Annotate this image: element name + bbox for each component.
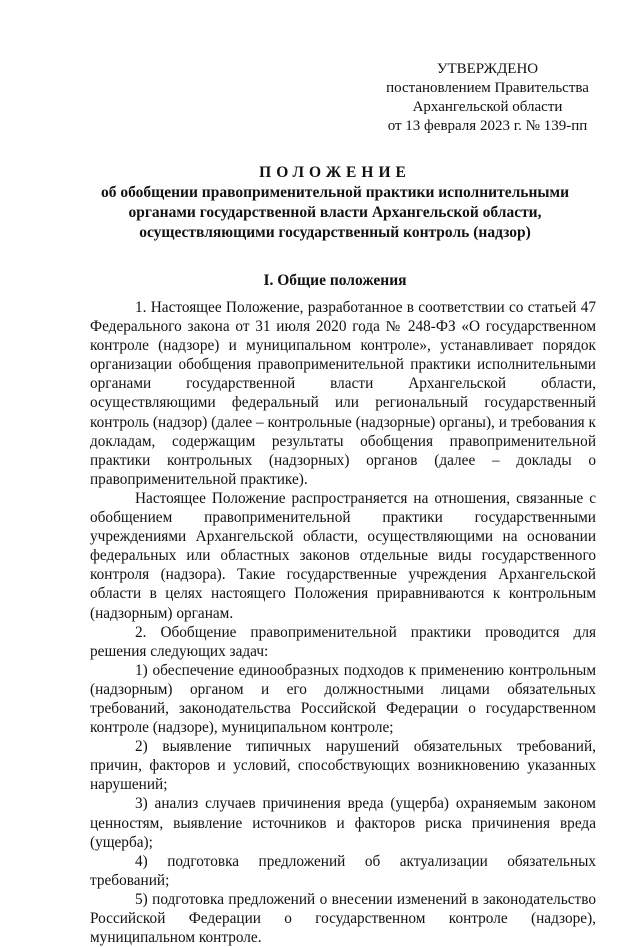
document-title <box>70 163 600 243</box>
title-line-3: осуществляющими государственный контроль (надзор) <box>139 224 531 241</box>
paragraph: 2) выявление типичных нарушений обязательных требований, причин, факторов и условий, способствующих возникновению указанных нарушений; <box>90 738 596 794</box>
document-body <box>90 298 596 947</box>
paragraph: 5) подготовка предложений о внесении изменений в законодательство Российской Федерации о государственном контроле (надзоре), муниципальном контроле. <box>90 890 596 947</box>
title-line-2: органами государственной власти Архангельской области, <box>128 204 542 221</box>
paragraph: 4) подготовка предложений об актуализации обязательных требований; <box>90 852 596 889</box>
approval-line-2: постановлением Правительства <box>386 80 589 96</box>
title-line-1: об обобщении правоприменительной практики исполнительными <box>100 184 570 201</box>
paragraph: 1. Настоящее Положение, разработанное в соответствии со статьей 47 Федерального закона от 31 июля 2020 года № 248-ФЗ «О государственном контроле (надзоре) и муниципальном контроле», устанавливает порядок организации обобщения правоприменительной практики исполнительными органами государственной власти Архангельской области, осуществляющими федеральный или региональный государственный контроль (надзор) (далее – контрольные (надзорные) органы), и требования к докладам, содержащим результаты обобщения правоприменительной практики контрольных (надзорных) органов (далее – доклады о правоприменительной практике). <box>90 299 596 488</box>
approval-line-4: от 13 февраля 2023 г. № 139-пп <box>387 118 588 134</box>
approval-line-3: Архангельской области <box>412 99 563 115</box>
paragraph: 1) обеспечение единообразных подходов к применению контрольным (надзорным) органом и его должностными лицами обязательных требований, законодательства Российской Федерации о государственном контроле (надзоре), муниципальном контроле; <box>90 661 596 737</box>
paragraph: Настоящее Положение распространяется на отношения, связанные с обобщением правоприменительной практики государственными учреждениями Архангельской области, осуществляющими на основании федеральных или областных законов отдельные виды государственного контроля (надзора). Такие государственные учреждения Архангельской области в целях настоящего Положения приравниваются к контрольным (надзорным) органам. <box>90 489 596 622</box>
paragraph: 3) анализ случаев причинения вреда (ущерба) охраняемым законом ценностям, выявление источников и факторов риска причинения вреда (ущерба); <box>90 795 596 851</box>
section-heading: I. Общие положения <box>263 272 407 289</box>
title-main: ПОЛОЖЕНИЕ <box>259 164 411 181</box>
paragraph: 2. Обобщение правоприменительной практики проводится для решения следующих задач: <box>90 623 596 660</box>
approval-line-1: УТВЕРЖДЕНО <box>436 61 539 77</box>
approval-stamp <box>360 60 615 136</box>
